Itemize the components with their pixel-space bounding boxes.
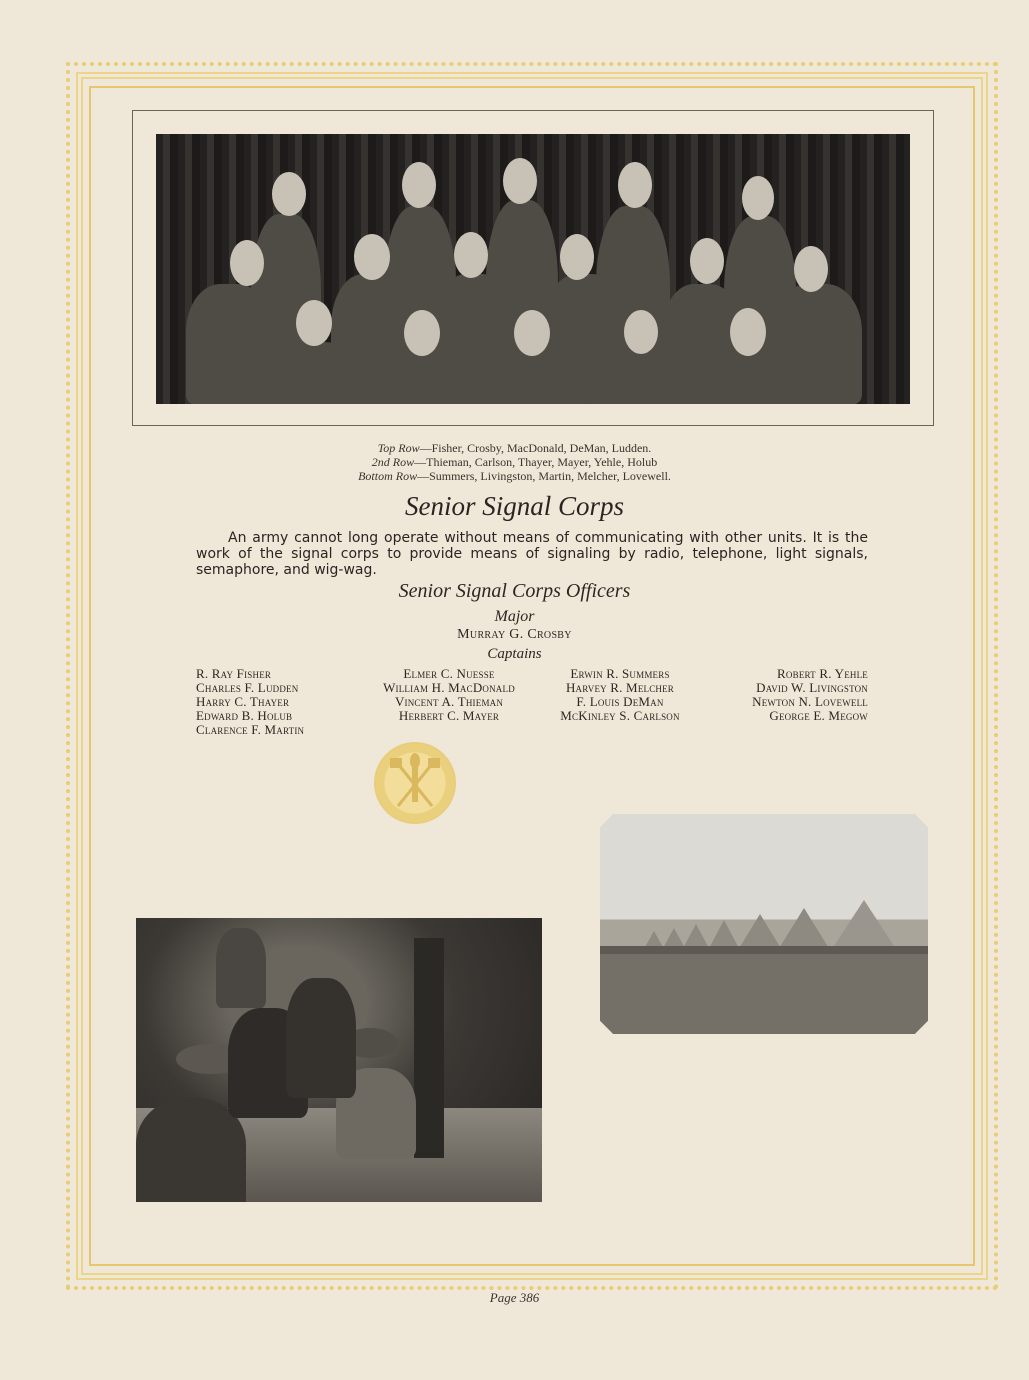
page-number: Page 386 bbox=[489, 1290, 540, 1305]
signal-corps-emblem bbox=[374, 742, 456, 824]
caption-bottom-row: Bottom Row—Summers, Livingston, Martin, Melcher, Lovewell. bbox=[358, 469, 671, 483]
officers-heading: Senior Signal Corps Officers bbox=[398, 580, 631, 602]
tent-camp-photo bbox=[600, 814, 928, 1034]
captains-column-2: Elmer C. Nuesse William H. MacDonald Vincent A. Thieman Herbert C. Mayer bbox=[383, 666, 515, 723]
group-photo bbox=[156, 134, 910, 404]
soldiers-field-photo bbox=[136, 918, 542, 1202]
page-title: Senior Signal Corps bbox=[404, 491, 625, 521]
captains-label: Captains bbox=[487, 646, 542, 662]
major-name: Murray G. Crosby bbox=[457, 627, 572, 642]
captains-column-3: Erwin R. Summers Harvey R. Melcher F. Louis DeMan McKinley S. Carlson bbox=[560, 666, 680, 723]
major-label: Major bbox=[494, 608, 535, 625]
caption-top-row: Top Row—Fisher, Crosby, MacDonald, DeMan, Ludden. bbox=[377, 441, 652, 455]
captains-column-4: Robert R. Yehle David W. Livingston Newton N. Lovewell George E. Megow bbox=[752, 666, 868, 723]
intro-paragraph: An army cannot long operate without means of communicating with other units. It is the work of the signal corps to provide means of signaling by radio, telephone, light signals, semaphore, and wig-wag. bbox=[196, 530, 868, 578]
torch-flags-icon bbox=[376, 744, 454, 822]
captains-column-1: R. Ray Fisher Charles F. Ludden Harry C. Thayer Edward B. Holub Clarence F. Martin bbox=[196, 666, 305, 737]
caption-second-row: 2nd Row—Thieman, Carlson, Thayer, Mayer, Yehle, Holub bbox=[371, 455, 658, 469]
